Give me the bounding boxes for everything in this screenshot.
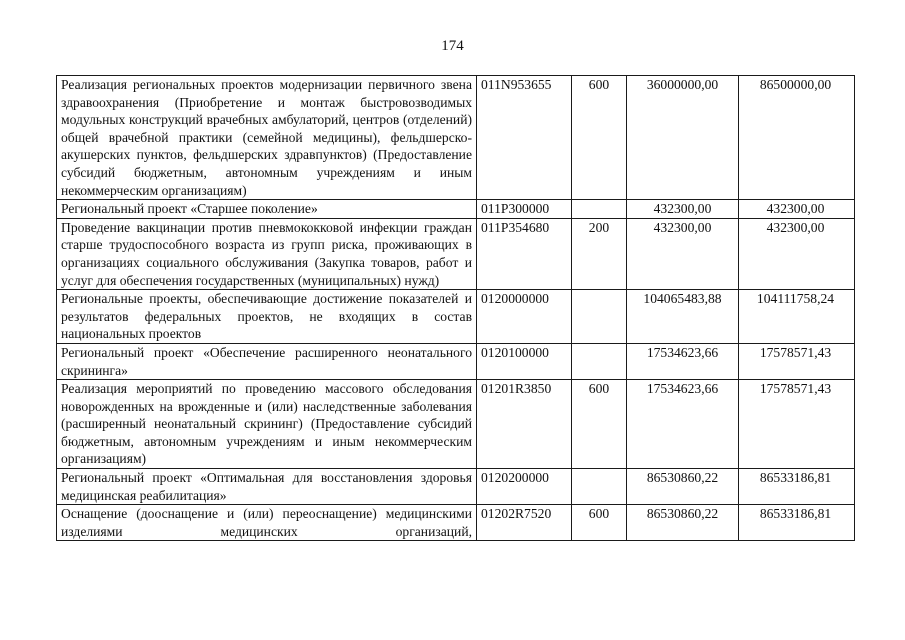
table-row [57,380,855,469]
row-amount-1: 432300,00 [627,200,739,219]
row-code: 01202R7520 [477,505,572,541]
page-number: 174 [441,38,464,54]
row-code: 0120200000 [477,469,572,505]
row-expense-type: 600 [572,505,627,541]
row-amount-2: 432300,00 [739,200,855,219]
row-description: Реализация мероприятий по проведению массового обследования новорожденных на врожденные и (или) наследственные заболевания (расширенный неонатальный скрининг) (Предоставление субсидий бюджетным, автономным учреждениям и иным некоммерческим организациям) [57,380,477,469]
row-code: 011P354680 [477,218,572,289]
row-expense-type [572,469,627,505]
row-code: 011P300000 [477,200,572,219]
table-row [57,290,855,344]
row-amount-1: 17534623,66 [627,380,739,469]
budget-table [56,75,855,541]
table-row [57,469,855,505]
row-description: Реализация региональных проектов модернизации первичного звена здравоохранения (Приобретение и монтаж быстровозводимых модульных конструкций врачебных амбулаторий, центров (отделений) общей врачебной практики (семейной медицины), фельдшерско-акушерских пунктов, фельдшерских здравпунктов) (Предоставление субсидий бюджетным, автономным учреждениям и иным некоммерческим организациям) [57,76,477,200]
table-row [57,343,855,379]
table-row [57,200,855,219]
table-row [57,218,855,289]
row-amount-1: 86530860,22 [627,469,739,505]
row-code: 0120100000 [477,343,572,379]
row-expense-type [572,343,627,379]
row-description: Региональный проект «Старшее поколение» [57,200,477,219]
row-code: 011N953655 [477,76,572,200]
row-amount-2: 86500000,00 [739,76,855,200]
row-code: 01201R3850 [477,380,572,469]
row-description: Региональный проект «Обеспечение расширенного неонатального скрининга» [57,343,477,379]
row-amount-2: 104111758,24 [739,290,855,344]
row-description: Оснащение (дооснащение и (или) переоснащение) медицинскими изделиями медицинских организаций, [57,505,477,541]
row-description: Проведение вакцинации против пневмококковой инфекции граждан старше трудоспособного возраста из групп риска, проживающих в организациях социального обслуживания (Закупка товаров, работ и услуг для обеспечения государственных (муниципальных) нужд) [57,218,477,289]
row-amount-2: 432300,00 [739,218,855,289]
row-code: 0120000000 [477,290,572,344]
row-amount-2: 86533186,81 [739,505,855,541]
row-amount-1: 432300,00 [627,218,739,289]
row-expense-type [572,290,627,344]
row-amount-1: 36000000,00 [627,76,739,200]
row-amount-2: 17578571,43 [739,380,855,469]
row-amount-1: 86530860,22 [627,505,739,541]
row-amount-1: 17534623,66 [627,343,739,379]
row-expense-type [572,200,627,219]
row-amount-1: 104065483,88 [627,290,739,344]
row-expense-type: 200 [572,218,627,289]
row-amount-2: 86533186,81 [739,469,855,505]
row-description: Региональные проекты, обеспечивающие достижение показателей и результатов федеральных проектов, не входящих в состав национальных проектов [57,290,477,344]
row-expense-type: 600 [572,380,627,469]
row-description: Региональный проект «Оптимальная для восстановления здоровья медицинская реабилитация» [57,469,477,505]
row-expense-type: 600 [572,76,627,200]
table-row [57,505,855,541]
table-row [57,76,855,200]
row-amount-2: 17578571,43 [739,343,855,379]
